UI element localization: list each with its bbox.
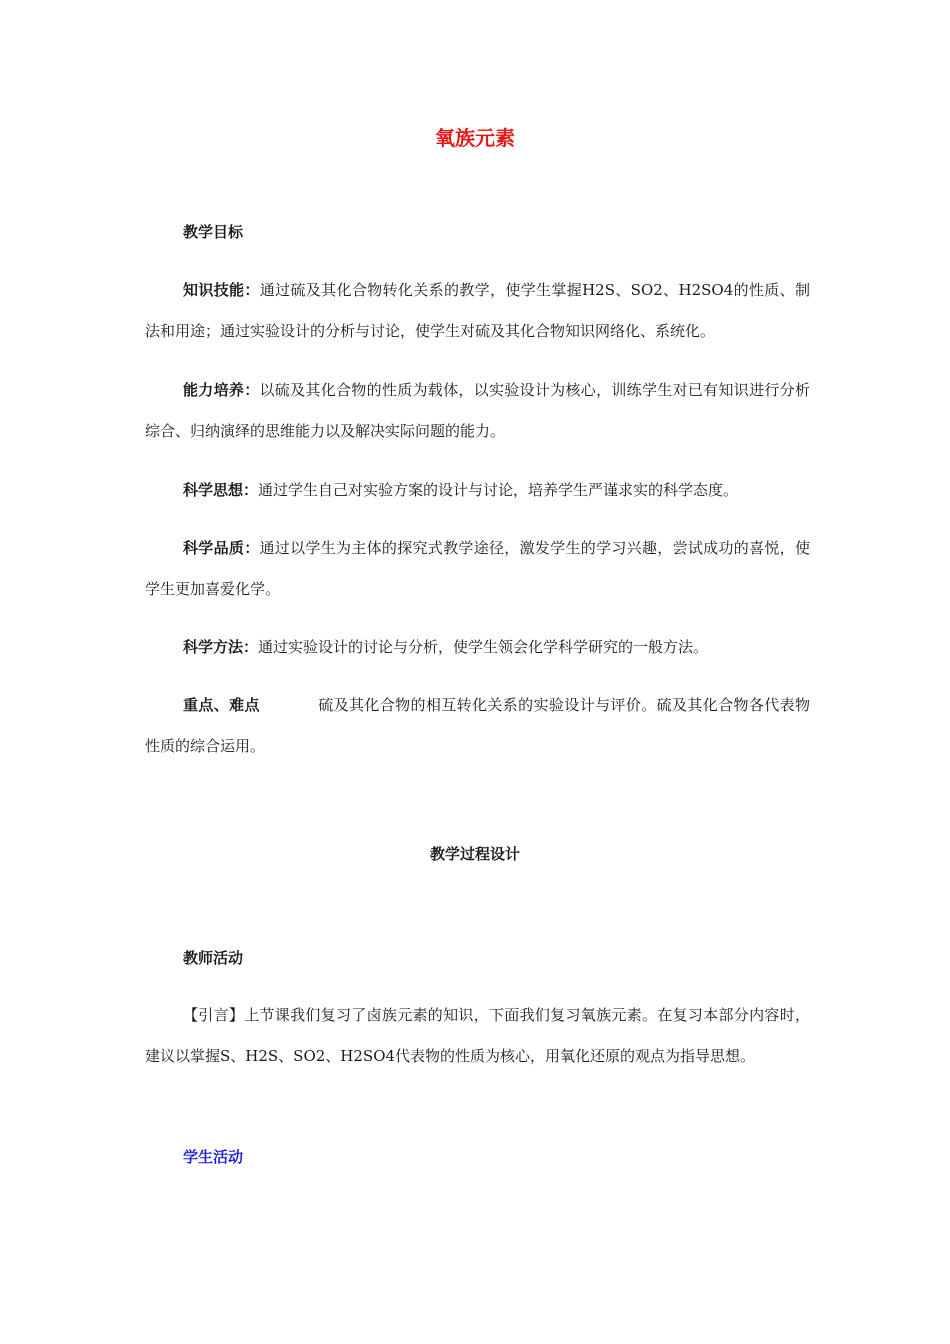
objectives-heading: 教学目标 <box>183 223 244 241</box>
focus-text: 硫及其化合物的相互转化关系的实验设计与评价。硫及其化合物各代表物性质的综合运用。 <box>145 696 810 755</box>
ability-paragraph <box>145 370 810 452</box>
ability-text: 以硫及其化合物的性质为载体，以实验设计为核心，训练学生对已有知识进行分析综合、归纳演绎的思维能力以及解决实际问题的能力。 <box>145 381 810 440</box>
method-label: 科学方法： <box>183 638 259 656</box>
thinking-paragraph <box>145 470 810 511</box>
method-paragraph <box>145 627 810 668</box>
focus-paragraph <box>145 685 810 767</box>
quality-paragraph <box>145 528 810 610</box>
knowledge-label: 知识技能： <box>183 281 260 299</box>
ability-label: 能力培养： <box>183 381 260 399</box>
document-title: 氧族元素 <box>435 126 515 150</box>
knowledge-paragraph <box>145 270 810 352</box>
thinking-text: 通过学生自己对实验方案的设计与讨论，培养学生严谨求实的科学态度。 <box>258 481 739 499</box>
thinking-label: 科学思想： <box>183 481 259 499</box>
knowledge-text: 通过硫及其化合物转化关系的教学，使学生掌握H2S、SO2、H2SO4的性质、制法和用途；通过实验设计的分析与讨论，使学生对硫及其化合物知识网络化、系统化。 <box>145 281 810 340</box>
quality-label: 科学品质： <box>183 539 260 557</box>
focus-label: 重点、难点 <box>183 696 260 714</box>
method-text: 通过实验设计的讨论与分析，使学生领会化学科学研究的一般方法。 <box>258 638 709 656</box>
process-heading: 教学过程设计 <box>429 845 520 863</box>
student-activity-heading: 学生活动 <box>183 1148 244 1166</box>
quality-text: 通过以学生为主体的探究式教学途径，激发学生的学习兴趣，尝试成功的喜悦，使学生更加喜爱化学。 <box>145 539 810 598</box>
teacher-activity-heading: 教师活动 <box>183 949 244 967</box>
intro-paragraph: 【引言】上节课我们复习了卤族元素的知识，下面我们复习氧族元素。在复习本部分内容时，建议以掌握S、H2S、SO2、H2SO4代表物的性质为核心，用氧化还原的观点为指导思想。 <box>145 1006 810 1065</box>
